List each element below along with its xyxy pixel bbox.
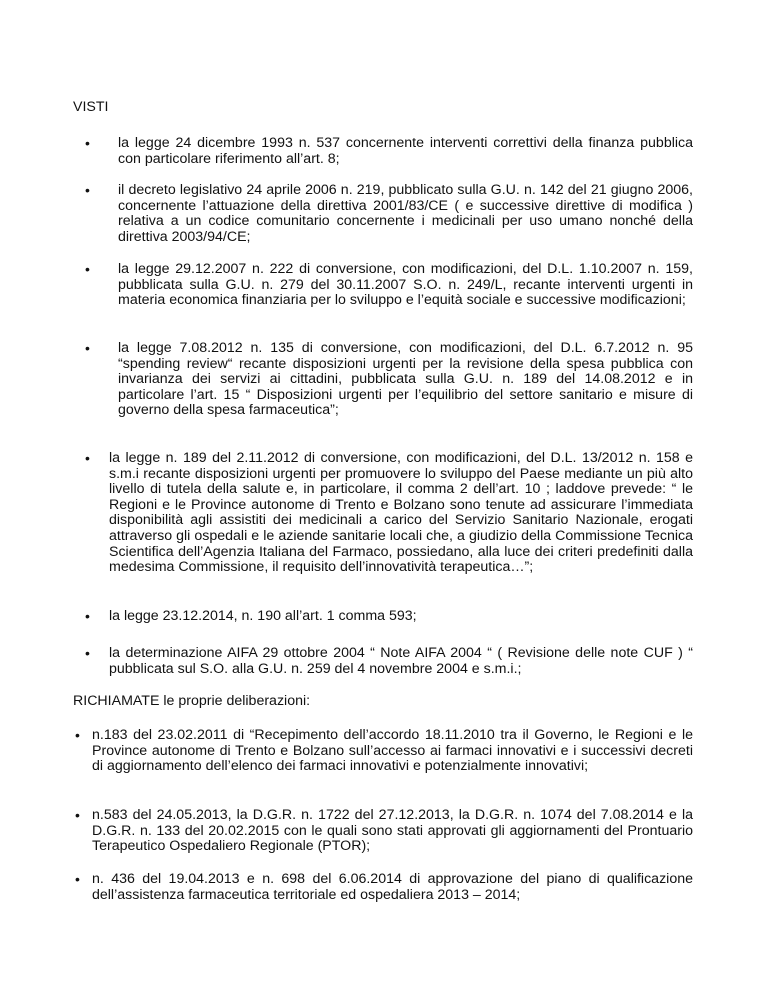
- bullet-icon: •: [85, 135, 90, 151]
- bullet-icon: •: [85, 340, 90, 356]
- visti-item-7: [85, 645, 693, 677]
- visti-heading: VISTI: [73, 99, 109, 115]
- visti-item-text: la legge 29.12.2007 n. 222 di conversione, con modificazioni, del D.L. 1.10.2007 n. 159, pubblicata sulla G.U. n. 279 del 30.11.2007 S.O. n. 249/L, recante interventi urgenti in materia economica finanziaria per lo sviluppo e l’equità sociale e successive modificazioni;: [118, 261, 693, 309]
- visti-item-6: [85, 608, 693, 625]
- richiamate-item-3: [75, 871, 693, 903]
- richiamate-item-2: [75, 807, 693, 855]
- visti-item-text: la legge 23.12.2014, n. 190 all’art. 1 comma 593;: [109, 608, 417, 624]
- bullet-icon: •: [85, 450, 90, 466]
- visti-item-text: il decreto legislativo 24 aprile 2006 n. 219, pubblicato sulla G.U. n. 142 del 21 giugno 2006, concernente l’attuazione della direttiva 2001/83/CE ( e successive direttive di modifica ) relativa a un codice comunitario concernente i medicinali per uso umano nonché della direttiva 2003/94/CE;: [118, 182, 693, 245]
- visti-item-text: la determinazione AIFA 29 ottobre 2004 “ Note AIFA 2004 “ ( Revisione delle note CUF ) “ pubblicata sul S.O. alla G.U. n. 259 del 4 novembre 2004 e s.m.i.;: [109, 645, 693, 677]
- visti-item-text: la legge n. 189 del 2.11.2012 di conversione, con modificazioni, del D.L. 13/2012 n. 158 e s.m.i recante disposizioni urgenti per promuovere lo sviluppo del Paese mediante un più alto livello di tutela della salute e, in particolare, il comma 2 dell’art. 10 ; laddove prevede: “ le Regioni e le Province autonome di Trento e Bolzano sono tenute ad assicurare l’immediata disponibilità agli assistiti dei medicinali a carico del Servizio Sanitario Nazionale, erogati attraverso gli ospedali e le aziende sanitarie locali che, a giudizio della Commissione Tecnica Scientifica dell’Agenzia Italiana del Farmaco, possiedano, alla luce dei criteri predefiniti dalla medesima Commissione, il requisito dell’innovatività terapeutica…”;: [109, 450, 693, 576]
- richiamate-item-1: [75, 727, 693, 775]
- visti-item-5: [85, 450, 693, 576]
- richiamate-heading: RICHIAMATE le proprie deliberazioni:: [73, 693, 311, 709]
- richiamate-item-text: n. 436 del 19.04.2013 e n. 698 del 6.06.2014 di approvazione del piano di qualificazione dell’assistenza farmaceutica territoriale ed ospedaliera 2013 – 2014;: [92, 871, 693, 903]
- visti-item-text: la legge 24 dicembre 1993 n. 537 concernente interventi correttivi della finanza pubblica con particolare riferimento all’art. 8;: [118, 135, 693, 167]
- bullet-icon: •: [75, 807, 80, 823]
- bullet-icon: •: [75, 871, 80, 887]
- visti-item-1: [85, 135, 693, 167]
- visti-item-3: [85, 261, 693, 309]
- bullet-icon: •: [75, 727, 80, 743]
- bullet-icon: •: [85, 645, 90, 661]
- bullet-icon: •: [85, 608, 90, 624]
- visti-item-4: [85, 340, 693, 419]
- visti-item-2: [85, 182, 693, 245]
- richiamate-item-text: n.183 del 23.02.2011 di “Recepimento dell’accordo 18.11.2010 tra il Governo, le Regioni e le Province autonome di Trento e Bolzano sull’accesso ai farmaci innovativi e i successivi decreti di aggiornamento dell’elenco dei farmaci innovativi e potenzialmente innovativi;: [92, 727, 693, 775]
- visti-item-text: la legge 7.08.2012 n. 135 di conversione, con modificazioni, del D.L. 6.7.2012 n. 95 “spending review“ recante disposizioni urgenti per la revisione della spesa pubblica con invarianza dei servizi ai cittadini, pubblicata sulla G.U. n. 189 del 14.08.2012 e in particolare l’art. 15 “ Disposizioni urgenti per l’equilibrio del settore sanitario e misure di governo della spesa farmaceutica”;: [118, 340, 693, 419]
- bullet-icon: •: [85, 182, 90, 198]
- richiamate-item-text: n.583 del 24.05.2013, la D.G.R. n. 1722 del 27.12.2013, la D.G.R. n. 1074 del 7.08.2014 e la D.G.R. n. 133 del 20.02.2015 con le quali sono stati approvati gli aggiornamenti del Prontuario Terapeutico Ospedaliero Regionale (PTOR);: [92, 807, 693, 855]
- bullet-icon: •: [85, 261, 90, 277]
